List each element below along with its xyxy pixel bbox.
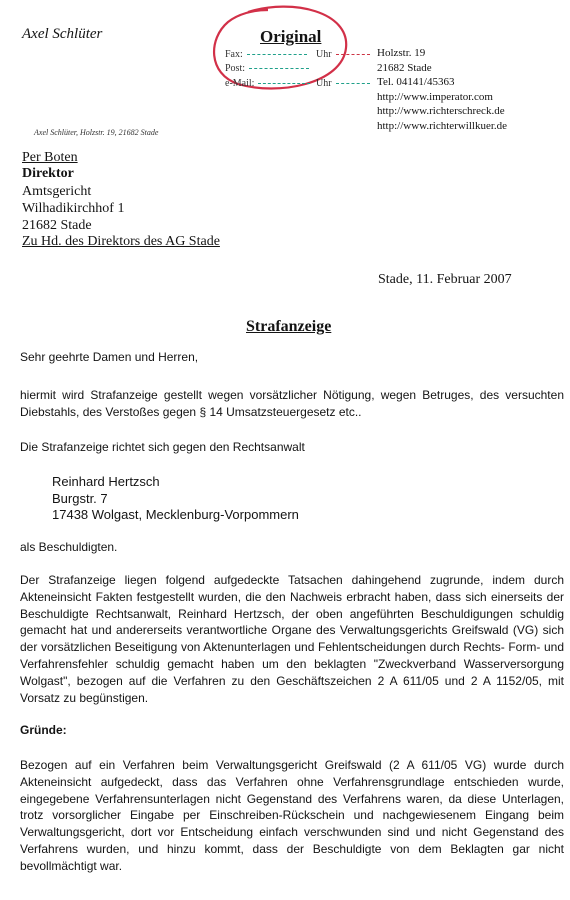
delivery-method: Per Boten xyxy=(22,150,78,165)
post-line xyxy=(225,63,313,74)
email-time xyxy=(316,78,370,89)
contact-phone: Tel. 04141/45363 xyxy=(377,76,455,88)
reasons-heading: Gründe: xyxy=(20,723,67,737)
facts-paragraph: Der Strafanzeige liegen folgend aufgedeckte Tatsachen dahingehend zugrunde, indem durch Akteneinsicht Fakten festgestellt wurden, die den Nachweis erbracht haben, dass sich einerseits der Beschuldigte Rechtsanwalt, Reinhard Hertzsch, der oben angeführten Beschuldigungen schuldig gemacht hat und andererseits verantwortliche Organe des Verwaltungsgerichts Greifswald (VG) sich der vorsätzlichen Beseitigung von Aktenunterlagen und Fehlentscheidungen durch Rechts- Form- und Verfahrensfehler schuldig gemacht haben um den beklagten "Zweckverband Wasserversorgung Wolgast", bezogen auf die Verfahren zu den Geschäftszeichen 2 A 611/05 und 2 A 1152/05, mit Vorsatz zu begünstigen. xyxy=(20,573,564,705)
fax-line xyxy=(225,49,311,60)
fax-time xyxy=(316,49,370,60)
email-label: e-Mail: xyxy=(225,78,255,89)
recipient-court: Amtsgericht xyxy=(22,184,92,199)
reasons-paragraph: Bezogen auf ein Verfahren beim Verwaltungsgericht Greifswald (2 A 611/05 VG) wurde durch Akteneinsicht aufgedeckt, dass das Verfahren ohne Verfahrensgrundlage entschieden wurde, eingegebene Verfahrensunterlagen nicht Gegenstand des Verfahrens waren, da diese Unterlagen, trotz vorsorglicher Eingabe per Einschreiben-Rückschein und nachgewiesenem Eingang beim Verwaltungsgericht, dort vor Entscheidung einfach verschwunden sind und nicht Gegenstand des Verfahrens wurden, und hinzu kommt, dass der Beschuldigte von dem Beklagten gar nicht bevollmächtigt war. xyxy=(20,758,564,873)
post-label: Post: xyxy=(225,63,246,74)
contact-url: http://www.richterwillkuer.de xyxy=(377,119,508,132)
sender-name: Axel Schlüter xyxy=(22,26,103,42)
contact-street: Holzstr. 19 xyxy=(377,47,426,59)
return-address: Axel Schlüter, Holzstr. 19, 21682 Stade xyxy=(34,128,159,137)
as-accused-line: als Beschuldigten. xyxy=(20,540,118,554)
email-line xyxy=(225,78,314,89)
accused-name: Reinhard Hertzsch xyxy=(52,474,160,489)
against-line: Die Strafanzeige richtet sich gegen den Rechtsanwalt xyxy=(20,440,305,454)
salutation: Sehr geehrte Damen und Herren, xyxy=(20,350,199,364)
letter-subject: Strafanzeige xyxy=(246,318,332,335)
contact-block xyxy=(377,46,507,133)
contact-url: http://www.imperator.com xyxy=(377,90,493,103)
fax-label: Fax: xyxy=(225,49,243,60)
contact-city: 21682 Stade xyxy=(377,61,432,74)
contact-url: http://www.richterschreck.de xyxy=(377,105,505,117)
letter-date: Stade, 11. Februar 2007 xyxy=(378,272,512,287)
uhr-label: Uhr xyxy=(316,49,332,60)
recipient-street: Wilhadikirchhof 1 xyxy=(22,201,125,216)
recipient-city: 21682 Stade xyxy=(22,218,92,233)
original-stamp-title: Original xyxy=(260,27,322,46)
uhr-label: Uhr xyxy=(316,78,332,89)
recipient-attention: Zu Hd. des Direktors des AG Stade xyxy=(22,234,220,249)
intro-paragraph: hiermit wird Strafanzeige gestellt wegen vorsätzlicher Nötigung, wegen Betruges, des versuchten Diebstahls, des Verstoßes gegen § 14 Umsatzsteuergesetz etc.. xyxy=(20,388,564,419)
accused-street: Burgstr. 7 xyxy=(52,491,108,506)
recipient-title: Direktor xyxy=(22,166,74,181)
accused-city: 17438 Wolgast, Mecklenburg-Vorpommern xyxy=(52,507,299,522)
